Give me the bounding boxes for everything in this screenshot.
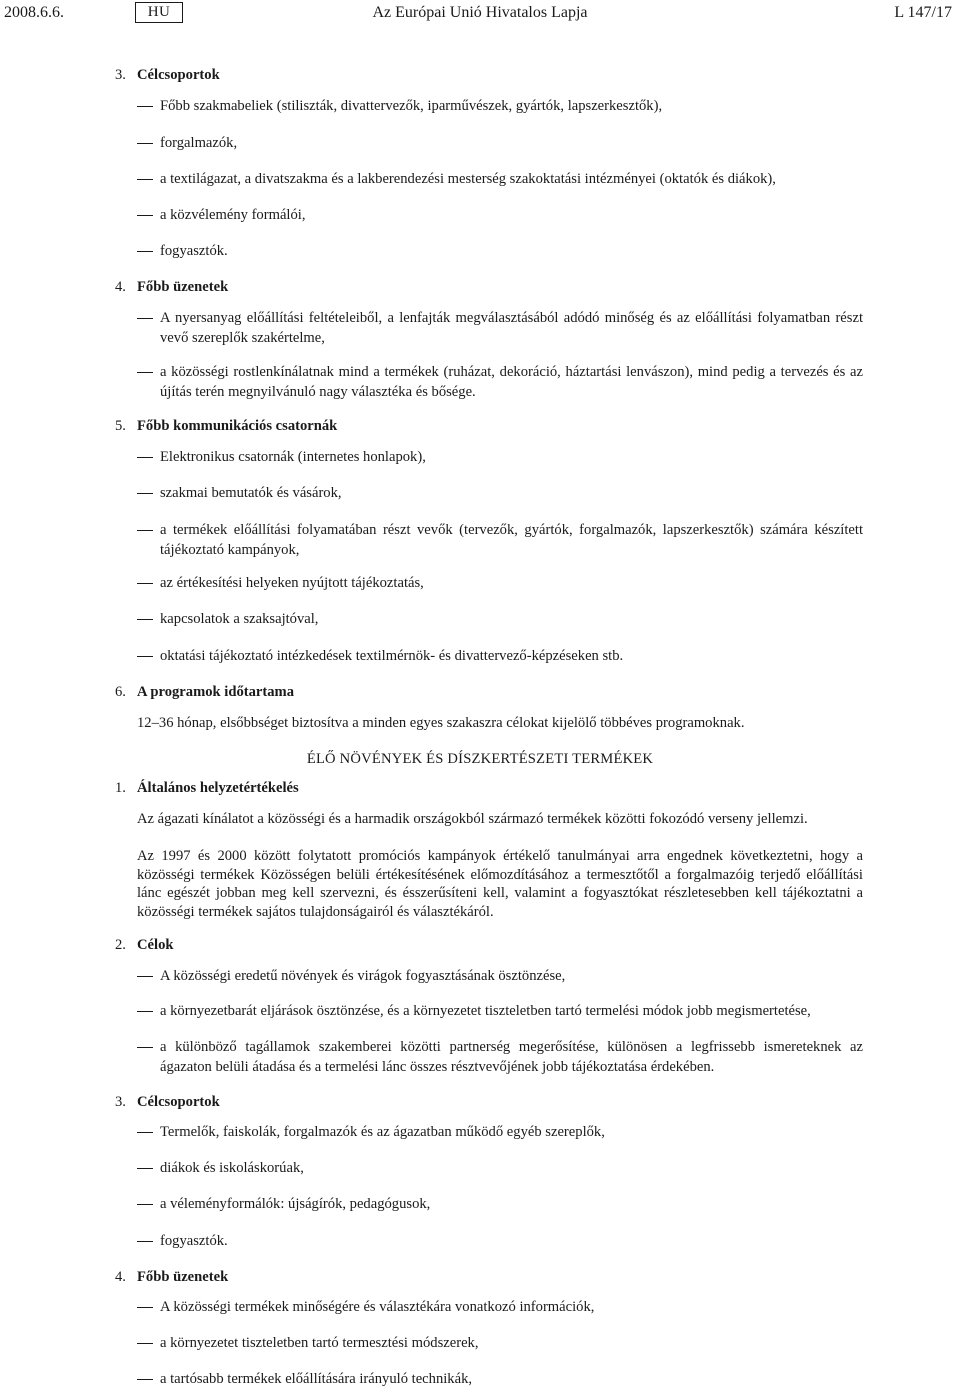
list-item: kapcsolatok a szaksajtóval, — [160, 611, 319, 627]
section-title: A programok időtartama — [137, 684, 295, 700]
publication-date: 2008.6.6. — [4, 4, 64, 21]
list-item: A közösségi termékek minőségére és választékára vonatkozó információk, — [160, 1299, 595, 1315]
list-item: Elektronikus csatornák (internetes honlapok), — [160, 449, 426, 465]
list-item: a környezetet tiszteletben tartó termesztési módszerek, — [160, 1335, 479, 1351]
list-item: a közösségi rostlenkínálatnak mind a termékek (ruházat, dekoráció, háztartási lenvászon), mind pedig a tervezés és az újítás terén megnyilvánuló nagy választéka és bősége. — [160, 364, 863, 400]
language-badge: HU — [135, 2, 183, 23]
section-heading — [115, 682, 294, 702]
list-item: a tartósabb termékek előállítására irányuló technikák, — [160, 1371, 473, 1387]
list-item: diákok és iskoláskorúak, — [160, 1160, 304, 1176]
list-item: Főbb szakmabeliek (stiliszták, divattervezők, iparművészek, gyártók, lapszerkesztők), — [160, 98, 663, 114]
page-number: L 147/17 — [894, 4, 952, 21]
section-heading — [115, 277, 228, 297]
section-number: 5. — [115, 418, 126, 434]
list-item: a termékek előállítási folyamatában részt vevők (tervezők, gyártók, forgalmazók, lapszerkesztők) számára készített tájékoztató kampányok, — [160, 522, 863, 558]
list-item: Termelők, faiskolák, forgalmazók és az ágazatban működő egyéb szereplők, — [160, 1124, 605, 1140]
list-item: a közvélemény formálói, — [160, 207, 306, 223]
section-title: Célok — [137, 937, 174, 953]
section-title: Főbb kommunikációs csatornák — [137, 418, 338, 434]
paragraph: Az 1997 és 2000 között folytatott promóciós kampányok értékelő tanulmányai arra engednek következtetni, hogy a közösségi termékek Közösségen belüli értékesítésének előmozdításához a termesztőtől a forgalmazóig terjedő előállítási lánc egészét jobban meg kell szervezni, és ésszerűsíteni kell, valamint a fogyasztókat részletesebben kell tájékoztatni a közösségi termékek sajátos tulajdonságairól és választékáról. — [137, 848, 863, 920]
list-item: szakmai bemutatók és vásárok, — [160, 485, 342, 501]
section-number: 4. — [115, 1269, 126, 1285]
section-number: 2. — [115, 937, 126, 953]
list-item: A közösségi eredetű növények és virágok fogyasztásának ösztönzése, — [160, 968, 566, 984]
section-heading — [115, 65, 220, 85]
journal-title: Az Európai Unió Hivatalos Lapja — [372, 4, 588, 21]
section-title: Főbb üzenetek — [137, 279, 229, 295]
section-title: Főbb üzenetek — [137, 1269, 229, 1285]
list-item: fogyasztók. — [160, 243, 228, 259]
section-heading — [115, 1267, 228, 1287]
section-title: Célcsoportok — [137, 67, 220, 83]
product-group-title: ÉLŐ NÖVÉNYEK ÉS DÍSZKERTÉSZETI TERMÉKEK — [306, 751, 654, 767]
list-item: fogyasztók. — [160, 1233, 228, 1249]
list-item: oktatási tájékoztató intézkedések textilmérnök- és divattervező-képzéseken stb. — [160, 648, 624, 664]
list-item: a különböző tagállamok szakemberei közötti partnerség megerősítése, különösen a legfrissebb ismereteknek az ágazaton belüli átadása és a termelési lánc összes résztvevőjének jobb tájékoztatása érdekében. — [160, 1039, 863, 1075]
section-number: 6. — [115, 684, 126, 700]
list-item: az értékesítési helyeken nyújtott tájékoztatás, — [160, 575, 424, 591]
paragraph: Az ágazati kínálatot a közösségi és a harmadik országokból származó termékek közötti fokozódó verseny jellemzi. — [137, 811, 808, 827]
section-heading — [115, 935, 173, 955]
list-item: a textilágazat, a divatszakma és a lakberendezési mesterség szakoktatási intézményei (oktatók és diákok), — [160, 171, 776, 187]
section-number: 3. — [115, 1094, 126, 1110]
section-heading — [115, 778, 299, 798]
section-number: 3. — [115, 67, 126, 83]
section-number: 1. — [115, 780, 126, 796]
section-title: Célcsoportok — [137, 1094, 220, 1110]
section-title: Általános helyzetértékelés — [137, 780, 299, 796]
section-number: 4. — [115, 279, 126, 295]
section-heading — [115, 1092, 220, 1112]
section-heading — [115, 416, 337, 436]
list-item: a környezetbarát eljárások ösztönzése, és a környezetet tiszteletben tartó termelési módok jobb megismertetése, — [160, 1003, 811, 1019]
list-item: a véleményformálók: újságírók, pedagógusok, — [160, 1196, 431, 1212]
paragraph: 12–36 hónap, elsőbbséget biztosítva a minden egyes szakaszra célokat kijelölő többéves programoknak. — [137, 715, 745, 731]
list-item: forgalmazók, — [160, 135, 238, 151]
list-item: A nyersanyag előállítási feltételeiből, a lenfajták megválasztásából adódó minőség és az előállítási folyamatban részt vevő szereplők szakértelme, — [160, 310, 863, 346]
